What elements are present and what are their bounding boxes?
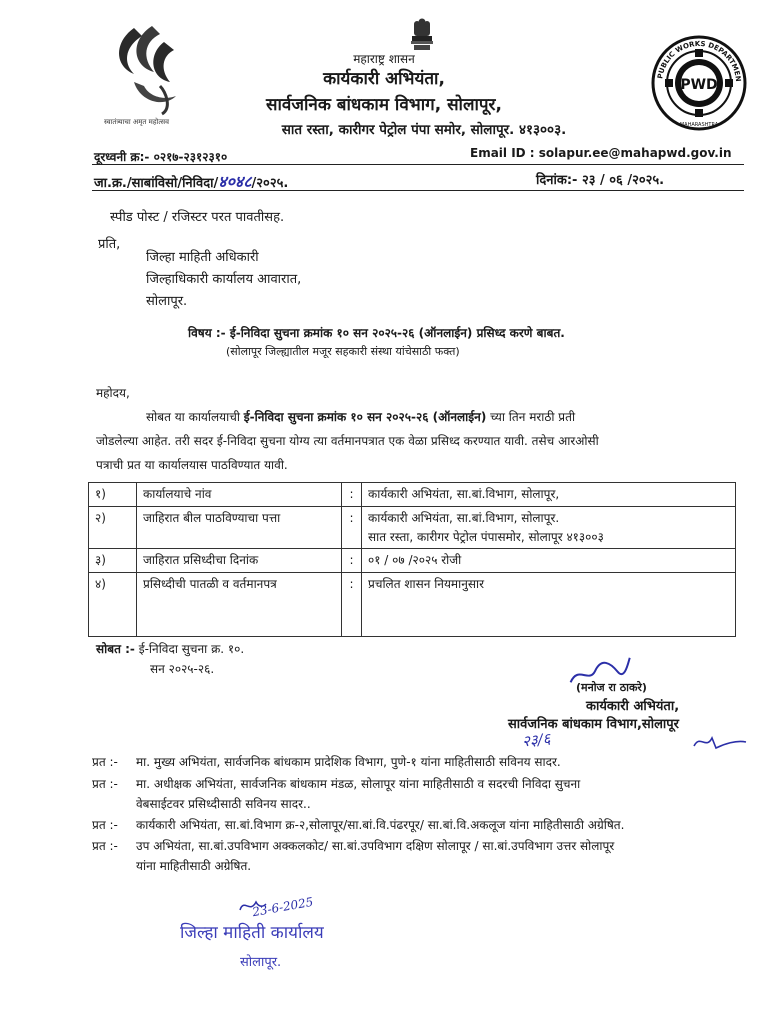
received-date: 23-6-2025 xyxy=(251,894,315,920)
row-value-line: प्रचलित शासन नियमानुसार xyxy=(368,577,485,592)
body-line-1 xyxy=(146,408,575,425)
row-number: ४) xyxy=(89,573,137,637)
salutation: महोदय, xyxy=(96,386,130,400)
subject-text: ई-निविदा सुचना क्रमांक १० सन २०२५-२६ (ऑनलाईन) प्रसिध्द करणे बाबत. xyxy=(229,326,565,340)
signatory-department: सार्वजनिक बांधकाम विभाग,सोलापूर xyxy=(508,717,679,732)
ashoka-emblem-icon xyxy=(408,18,436,52)
subject-label: विषय :- xyxy=(188,326,226,340)
pwd-seal-text: PUBLIC WORKS DEPARTMEN xyxy=(656,39,743,83)
publication-details-table xyxy=(88,482,736,637)
enclosure-item: ई-निविदा सुचना क्र. १०. xyxy=(138,642,245,656)
initials-mark xyxy=(690,730,748,756)
reference-suffix: /२०२५. xyxy=(251,176,289,191)
row-value-line: कार्यकारी अभियंता, सा.बां.विभाग, सोलापूर. xyxy=(368,511,560,525)
dispatch-mode: स्पीड पोस्ट / रजिस्टर परत पावतीसह. xyxy=(110,210,285,225)
recipient-line-2: जिल्हाधिकारी कार्यालय आवारात, xyxy=(146,272,302,287)
table-row xyxy=(89,549,736,573)
body-line-2: जोडलेल्या आहेत. तरी सदर ई-निविदा सुचना योग्य त्या वर्तमानपत्रात एक वेळा प्रसिध्द करण्यात यावी. तसेच आरओसी xyxy=(96,434,599,448)
copy-1-line-1: मा. मुख्य अभियंता, सार्वजनिक बांधकाम प्रादेशिक विभाग, पुणे-१ यांना माहितीसाठी सविनय सादर. xyxy=(136,755,561,769)
row-colon: : xyxy=(342,507,362,549)
copy-label-3: प्रत :- xyxy=(92,818,118,832)
table-row xyxy=(89,507,736,549)
letter-date: दिनांक:- २३ / ०६ /२०२५. xyxy=(536,173,665,188)
body-line-1-bold: ई-निविदा सुचना क्रमांक १० सन २०२५-२६ (ऑनलाईन) xyxy=(243,410,487,424)
government-name: महाराष्ट्र शासन xyxy=(353,52,415,66)
reference-number-handwritten: ४०४८ xyxy=(218,172,252,191)
enclosure-line-1 xyxy=(96,640,244,657)
copy-label-4: प्रत :- xyxy=(92,839,118,853)
row-value-line: सात रस्ता, कारीगर पेट्रोल पंपासमोर, सोलापूर ४१३००३ xyxy=(368,529,604,544)
row-colon: : xyxy=(342,573,362,637)
office-title: कार्यकारी अभियंता, xyxy=(323,69,445,89)
reference-number xyxy=(94,170,288,192)
copy-label-2: प्रत :- xyxy=(92,777,118,791)
to-label: प्रति, xyxy=(98,237,121,252)
table-row xyxy=(89,573,736,637)
row-number: १) xyxy=(89,483,137,507)
enclosure-label: सोबत :- xyxy=(96,642,135,656)
pwd-seal-center: PWD xyxy=(680,77,718,93)
office-address: सात रस्ता, कारीगर पेट्रोल पंपा समोर, सोलापूर. ४१३००३. xyxy=(281,122,567,138)
copy-label-1: प्रत :- xyxy=(92,755,118,769)
department-name: सार्वजनिक बांधकाम विभाग, सोलापूर, xyxy=(266,95,502,115)
row-label: जाहिरात प्रसिध्दीचा दिनांक xyxy=(137,549,342,573)
received-initials xyxy=(238,896,268,920)
row-number: २) xyxy=(89,507,137,549)
signatory-title: कार्यकारी अभियंता, xyxy=(586,699,680,714)
received-office: जिल्हा माहिती कार्यालय xyxy=(180,923,324,943)
row-colon: : xyxy=(342,549,362,573)
subject-line xyxy=(188,324,565,341)
table-row xyxy=(89,483,736,507)
row-value-line: ०१ / ०७ /२०२५ रोजी xyxy=(368,553,462,568)
row-number: ३) xyxy=(89,549,137,573)
body-line-3: पत्राची प्रत या कार्यालयास पाठविण्यात यावी. xyxy=(96,458,288,472)
email-address: Email ID : solapur.ee@mahapwd.gov.in xyxy=(470,146,732,160)
copy-2-line-1: मा. अधीक्षक अभियंता, सार्वजनिक बांधकाम मंडळ, सोलापूर यांना माहितीसाठी व सदरची निविदा सुचना xyxy=(136,777,581,791)
recipient-line-3: सोलापूर. xyxy=(146,294,188,309)
signatory-name: (मनोज रा ठाकरे) xyxy=(576,681,647,694)
row-value xyxy=(362,549,736,573)
enclosure-line-2: सन २०२५-२६. xyxy=(150,662,215,676)
copy-2-line-2: वेबसाईटवर प्रसिध्दीसाठी सविनय सादर.. xyxy=(136,797,311,811)
row-label: जाहिरात बील पाठविण्याचा पत्ता xyxy=(137,507,342,549)
header-divider xyxy=(92,164,744,165)
row-colon: : xyxy=(342,483,362,507)
row-value xyxy=(362,483,736,507)
body-line-1-end: च्या तिन मराठी प्रती xyxy=(490,410,576,424)
row-label: कार्यालयाचे नांव xyxy=(137,483,342,507)
received-city: सोलापूर. xyxy=(240,955,282,970)
row-value xyxy=(362,507,736,549)
copy-4-line-1: उप अभियंता, सा.बां.उपविभाग अक्कलकोट/ सा.बां.उपविभाग दक्षिण सोलापूर / सा.बां.उपविभाग उत्तर सोलापूर xyxy=(136,839,615,853)
row-value-line: कार्यकारी अभियंता, सा.बां.विभाग, सोलापूर, xyxy=(368,487,560,501)
row-label: प्रसिध्दीची पातळी व वर्तमानपत्र xyxy=(137,573,342,637)
body-line-1-start: सोबत या कार्यालयाची xyxy=(146,410,240,424)
logo-caption: स्वातंत्र्याचा अमृत महोत्सव xyxy=(104,118,169,126)
copy-3-line-1: कार्यकारी अभियंता, सा.बां.विभाग क्र-२,सोलापूर/सा.बां.वि.पंढरपूर/ सा.बां.वि.अकलूज यांना माहितीसाठी अग्रेषित. xyxy=(136,818,625,832)
recipient-line-1: जिल्हा माहिती अधिकारी xyxy=(146,250,259,265)
subject-note: (सोलापूर जिल्ह्यातील मजूर सहकारी संस्था यांचेसाठी फक्त) xyxy=(226,345,460,358)
pwd-seal-bottom: MAHARASHTRA xyxy=(679,122,719,128)
reference-prefix: जा.क्र./साबांविसो/निविदा/ xyxy=(94,176,219,191)
copy-4-line-2: यांना माहितीसाठी अग्रेषित. xyxy=(136,859,252,873)
row-value xyxy=(362,573,736,637)
phone-number: दूरध्वनी क्र:- ०२१७-२३१२३१० xyxy=(94,150,228,164)
signature-handwritten-date: २३/६ xyxy=(521,729,552,751)
reference-divider xyxy=(92,190,744,191)
